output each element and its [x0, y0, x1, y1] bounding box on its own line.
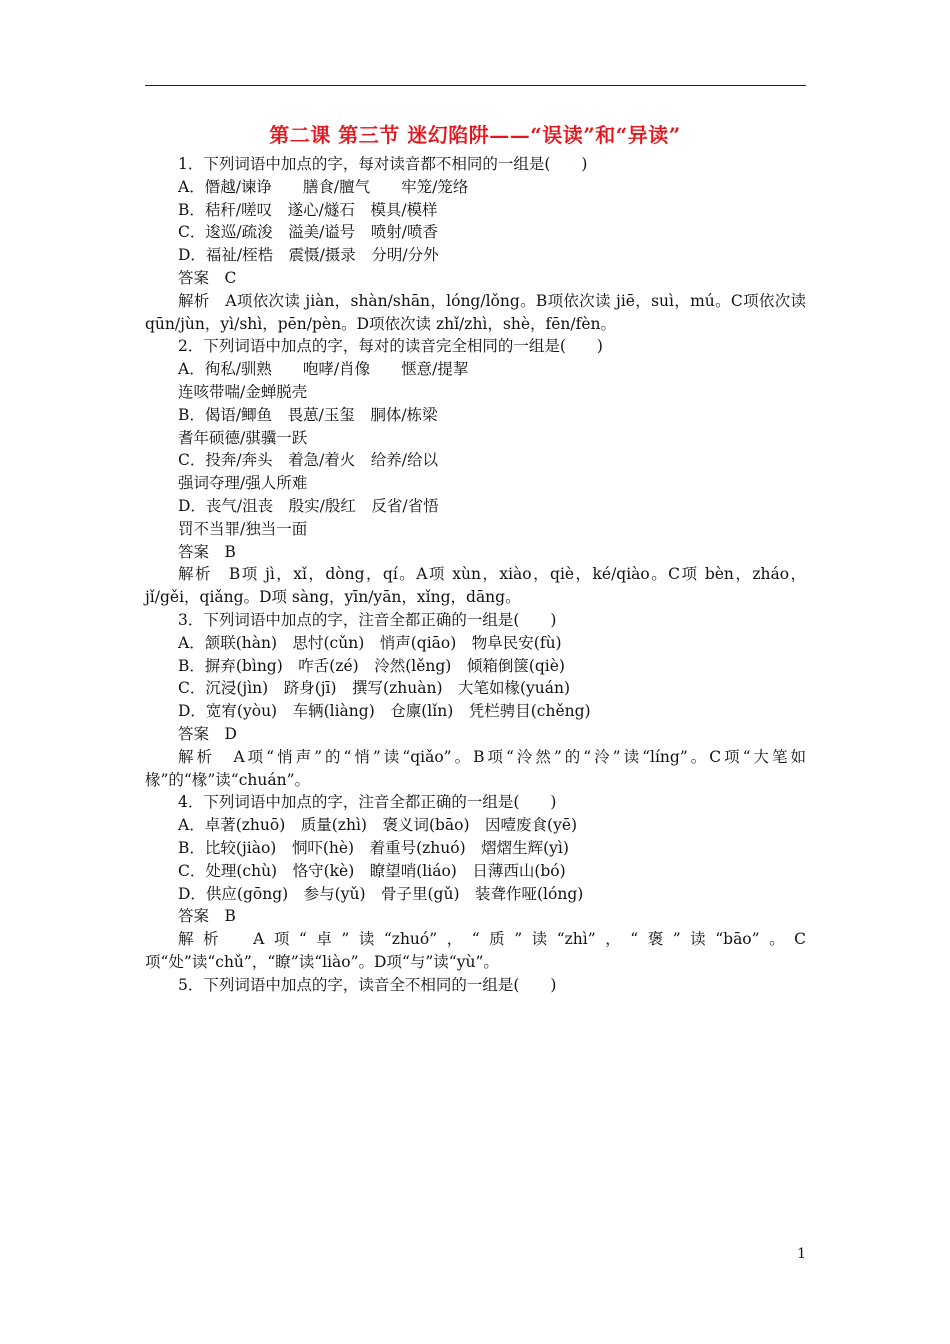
- answer: 答案 B: [178, 907, 236, 926]
- header-rule: [145, 85, 806, 86]
- answer: 答案 B: [178, 542, 236, 561]
- content-body: [145, 153, 806, 996]
- explanation: 解析 A项“卓”读“zhuó”，“质”读“zhì”，“褒”读“bāo”。C项“处”读“chǔ”，“瞭”读“liào”。D项“与”读“yù”。: [145, 930, 806, 971]
- question-stem: 3．下列词语中加点的字，注音全都正确的一组是( ): [178, 610, 557, 629]
- question-option: A．颔联(hàn) 思忖(cǔn) 悄声(qiāo) 物阜民安(fù): [178, 633, 562, 652]
- question-option: A．僭越/谏诤 膳食/膻气 牢笼/笼络: [178, 177, 469, 196]
- question-option: D．丧气/沮丧 殷实/殷红 反省/省悟: [178, 496, 439, 515]
- question-stem: 4．下列词语中加点的字，注音全都正确的一组是( ): [178, 793, 557, 812]
- question-option: B．比较(jiào) 恫吓(hè) 着重号(zhuó) 熠熠生辉(yì): [178, 838, 569, 857]
- page-number: 1: [797, 1246, 806, 1262]
- question-option: 耆年硕德/骐骥一跃: [178, 428, 308, 447]
- question-option: D．宽宥(yòu) 车辆(liàng) 仓廪(lǐn) 凭栏骋目(chěng): [178, 702, 591, 721]
- explanation: 解析 A项“悄声”的“悄”读“qiǎo”。B项“泠然”的“泠”读“líng”。C项“大笔如椽”的“椽”读“chuán”。: [145, 747, 806, 789]
- question-option: A．卓著(zhuō) 质量(zhì) 褒义词(bāo) 因噎废食(yē): [178, 816, 578, 835]
- question-option: C．沉浸(jìn) 跻身(jī) 撰写(zhuàn) 大笔如椽(yuán): [178, 679, 571, 698]
- question-stem: 5．下列词语中加点的字，读音全不相同的一组是( ): [178, 975, 557, 994]
- explanation: 解析 A项依次读 jiàn，shàn/shān，lóng/lǒng。B项依次读 jiē，suì，mú。C项依次读 qūn/jùn，yì/shì，pēn/pèn。D项依次读 zhǐ/zhì，shè，fēn/fèn。: [145, 291, 806, 333]
- question-option: C．投奔/奔头 着急/着火 给养/给以: [178, 451, 439, 470]
- question-stem: 2．下列词语中加点的字，每对的读音完全相同的一组是( ): [178, 337, 603, 356]
- answer: 答案 D: [178, 724, 237, 743]
- question-option: A．徇私/驯熟 咆哮/肖像 惬意/提挈: [178, 360, 469, 379]
- question-option: D．供应(gōng) 参与(yǔ) 骨子里(gǔ) 装聋作哑(lóng): [178, 884, 584, 903]
- page-title: 第二课 第三节 迷幻陷阱——“误读”和“异读”: [269, 123, 681, 147]
- explanation: 解析 B项 jì，xǐ，dòng，qí。A项 xùn，xiào，qiè，ké/qiào。C项 bèn，zháo，jǐ/gěi，qiǎng。D项 sàng，yīn/yān，xǐng，dāng。: [145, 565, 806, 607]
- question-option: B．偈语/鲫鱼 畏葸/玉玺 胴体/栋梁: [178, 405, 438, 424]
- question-option: 罚不当罪/独当一面: [178, 519, 308, 538]
- question-stem: 1．下列词语中加点的字，每对读音都不相同的一组是( ): [178, 155, 588, 173]
- question-option: 连咳带喘/金蝉脱壳: [178, 382, 308, 401]
- question-option: C．处理(chù) 恪守(kè) 瞭望哨(liáo) 日薄西山(bó): [178, 861, 566, 880]
- question-option: B．秸秆/嗟叹 遂心/燧石 模具/模样: [178, 200, 438, 219]
- question-option: B．摒弃(bìng) 咋舌(zé) 泠然(lěng) 倾箱倒箧(qiè): [178, 656, 565, 675]
- answer: 答案 C: [178, 268, 237, 287]
- question-option: C．逡巡/疏浚 溢美/谥号 喷射/喷香: [178, 223, 439, 242]
- question-option: 强词夺理/强人所难: [178, 474, 308, 493]
- question-option: D．福祉/桎梏 震慑/摄录 分明/分外: [178, 246, 439, 265]
